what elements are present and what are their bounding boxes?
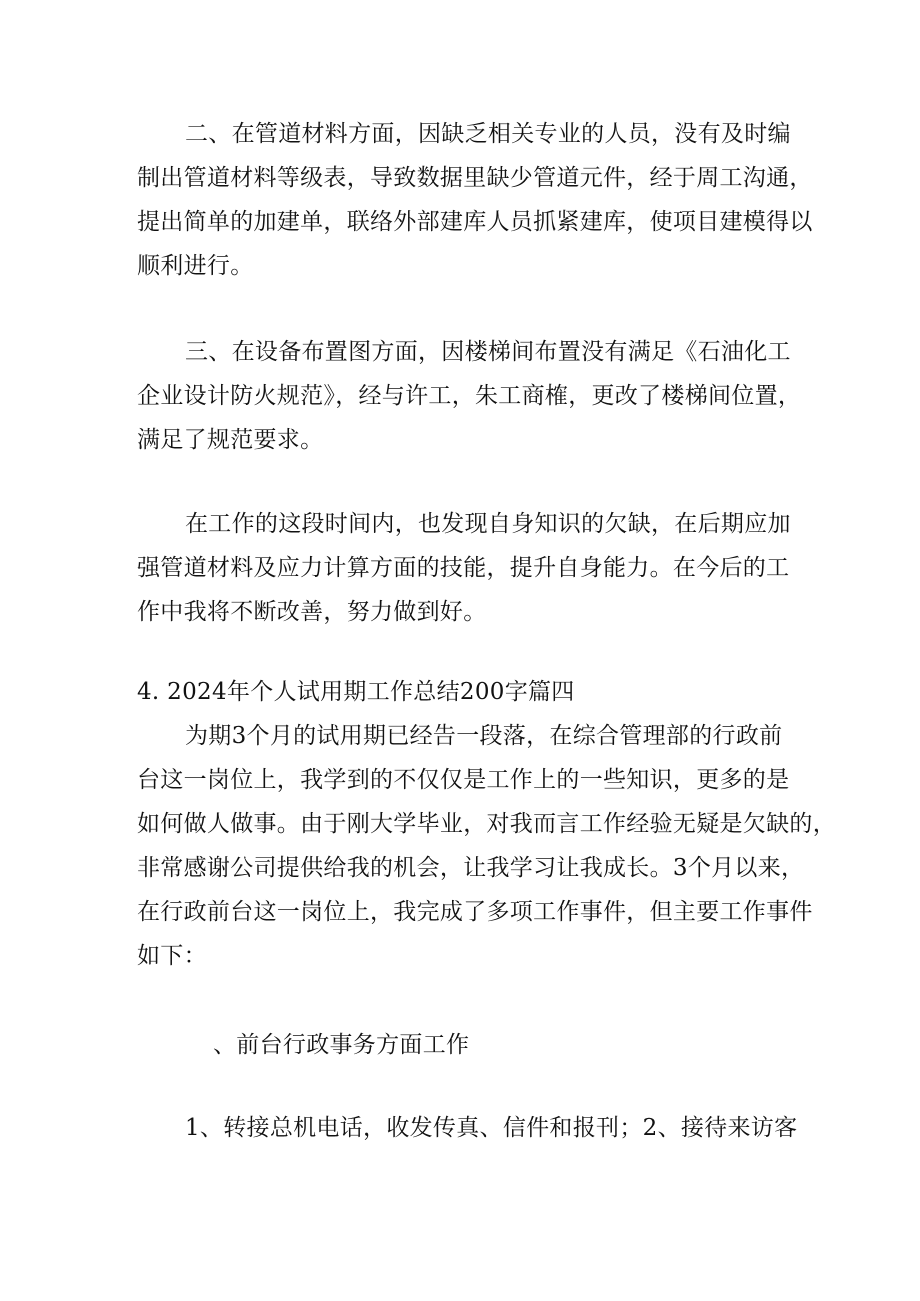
summary-line-1: 在工作的这段时间内，也发现自身知识的欠缺，在后期应加 <box>185 511 791 537</box>
intro-line-2: 台这一岗位上，我学到的不仅仅是工作上的一些知识，更多的是 <box>137 767 790 793</box>
paragraph-2-line-4: 顺利进行。 <box>137 253 254 279</box>
intro-line-3: 如何做人做事。由于刚大学毕业，对我而言工作经验无疑是欠缺的， <box>137 811 836 837</box>
paragraph-3-line-3: 满足了规范要求。 <box>137 427 324 453</box>
summary-line-2: 强管道材料及应力计算方面的技能，提升自身能力。在今后的工 <box>137 555 790 581</box>
paragraph-2-line-2: 制出管道材料等级表，导致数据里缺少管道元件，经于周工沟通， <box>137 165 813 191</box>
paragraph-2-line-3: 提出简单的加建单，联络外部建库人员抓紧建库，使项目建模得以 <box>137 209 813 235</box>
intro-line-1: 为期3个月的试用期已经告一段落，在综合管理部的行政前 <box>185 723 783 749</box>
section-title: 、前台行政事务方面工作 <box>213 1032 470 1058</box>
paragraph-3-line-2: 企业设计防火规范》，经与许工，朱工商榷，更改了楼梯间位置， <box>137 383 802 409</box>
item-line: 1、转接总机电话，收发传真、信件和报刊；2、接待来访客 <box>185 1115 798 1141</box>
summary-line-3: 作中我将不断改善，努力做到好。 <box>137 599 487 625</box>
paragraph-2-line-1: 二、在管道材料方面，因缺乏相关专业的人员，没有及时编 <box>185 121 791 147</box>
section-heading-4: 4. 2024年个人试用期工作总结200字篇四 <box>137 679 575 705</box>
intro-line-4: 非常感谢公司提供给我的机会，让我学习让我成长。3个月以来， <box>137 855 805 881</box>
intro-line-6: 如下： <box>137 943 207 969</box>
paragraph-3-line-1: 三、在设备布置图方面，因楼梯间布置没有满足《石油化工 <box>185 339 791 365</box>
intro-line-5: 在行政前台这一岗位上，我完成了多项工作事件，但主要工作事件 <box>137 899 813 925</box>
